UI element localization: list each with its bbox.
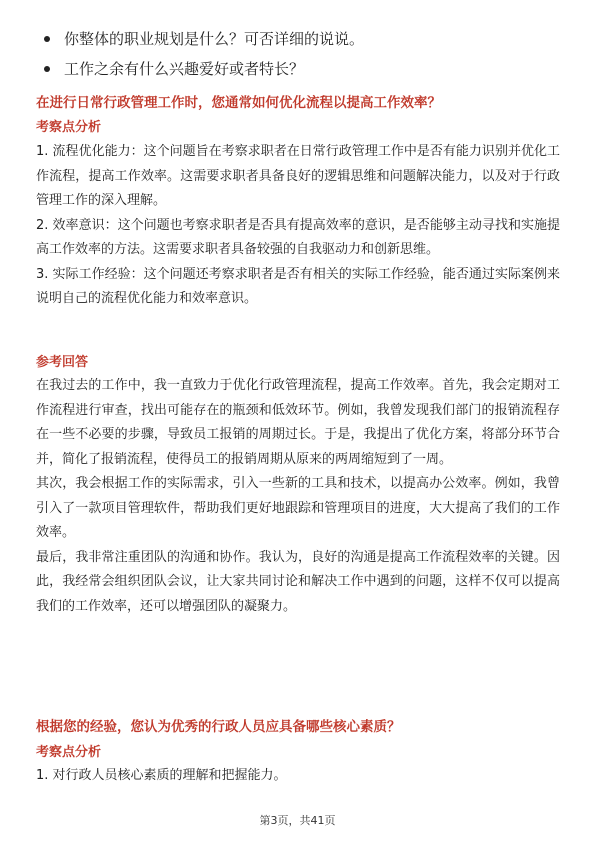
list-item-text: 你整体的职业规划是什么？可否详细的说说。 — [64, 30, 365, 48]
analysis-point: 2. 效率意识：这个问题也考察求职者是否具有提高效率的意识，是否能够主动寻找和实施提高工作效率的方法。这需要求职者具备较强的自我驱动力和创新思维。 — [36, 217, 560, 257]
answer-paragraph: 在我过去的工作中，我一直致力于优化行政管理流程，提高工作效率。首先，我会定期对工作流程进行审查，找出可能存在的瓶颈和低效环节。例如，我曾发现我们部门的报销流程存在一些不必要的步骤，导致员工报销的周期过长。于是，我提出了优化方案，将部分环节合并，简化了报销流程，使得员工的报销周期从原来的两周缩短到了一周。 — [36, 378, 560, 467]
analysis-heading: 考察点分析 — [36, 120, 102, 135]
answer-paragraph: 其次，我会根据工作的实际需求，引入一些新的工具和技术，以提高办公效率。例如，我曾引入了一款项目管理软件，帮助我们更好地跟踪和管理项目的进度，大大提高了我们的工作效率。 — [36, 476, 560, 540]
list-item-text: 工作之余有什么兴趣爱好或者特长？ — [64, 60, 305, 78]
bullet-list — [40, 24, 560, 84]
page-number: 第3页，共41页 — [259, 814, 336, 827]
analysis-heading: 考察点分析 — [36, 745, 102, 760]
bullet-icon — [44, 66, 50, 72]
answer-heading: 参考回答 — [36, 355, 89, 370]
question-section-1 — [36, 92, 560, 312]
answer-paragraph: 最后，我非常注重团队的沟通和协作。我认为，良好的沟通是提高工作流程效率的关键。因此，我经常会组织团队会议，让大家共同讨论和解决工作中遇到的问题，这样不仅可以提高我们的工作效率，还可以增强团队的凝聚力。 — [36, 549, 560, 614]
question-heading: 根据您的经验，您认为优秀的行政人员应具备哪些核心素质？ — [36, 719, 401, 735]
question-section-2 — [36, 716, 560, 789]
bullet-icon — [44, 36, 50, 42]
answer-section-1 — [36, 352, 560, 619]
analysis-point: 3. 实际工作经验：这个问题还考察求职者是否有相关的实际工作经验，能否通过实际案例来说明自己的流程优化能力和效率意识。 — [36, 266, 560, 306]
analysis-point: 1. 对行政人员核心素质的理解和把握能力。 — [36, 768, 287, 783]
analysis-point: 1. 流程优化能力：这个问题旨在考察求职者在日常行政管理工作中是否有能力识别并优化工作流程，提高工作效率。这需要求职者具备良好的逻辑思维和问题解决能力，以及对于行政管理工作的深入理解。 — [36, 144, 560, 208]
question-heading: 在进行日常行政管理工作时，您通常如何优化流程以提高工作效率？ — [36, 95, 441, 111]
list-item — [40, 54, 560, 84]
list-item — [40, 24, 560, 54]
